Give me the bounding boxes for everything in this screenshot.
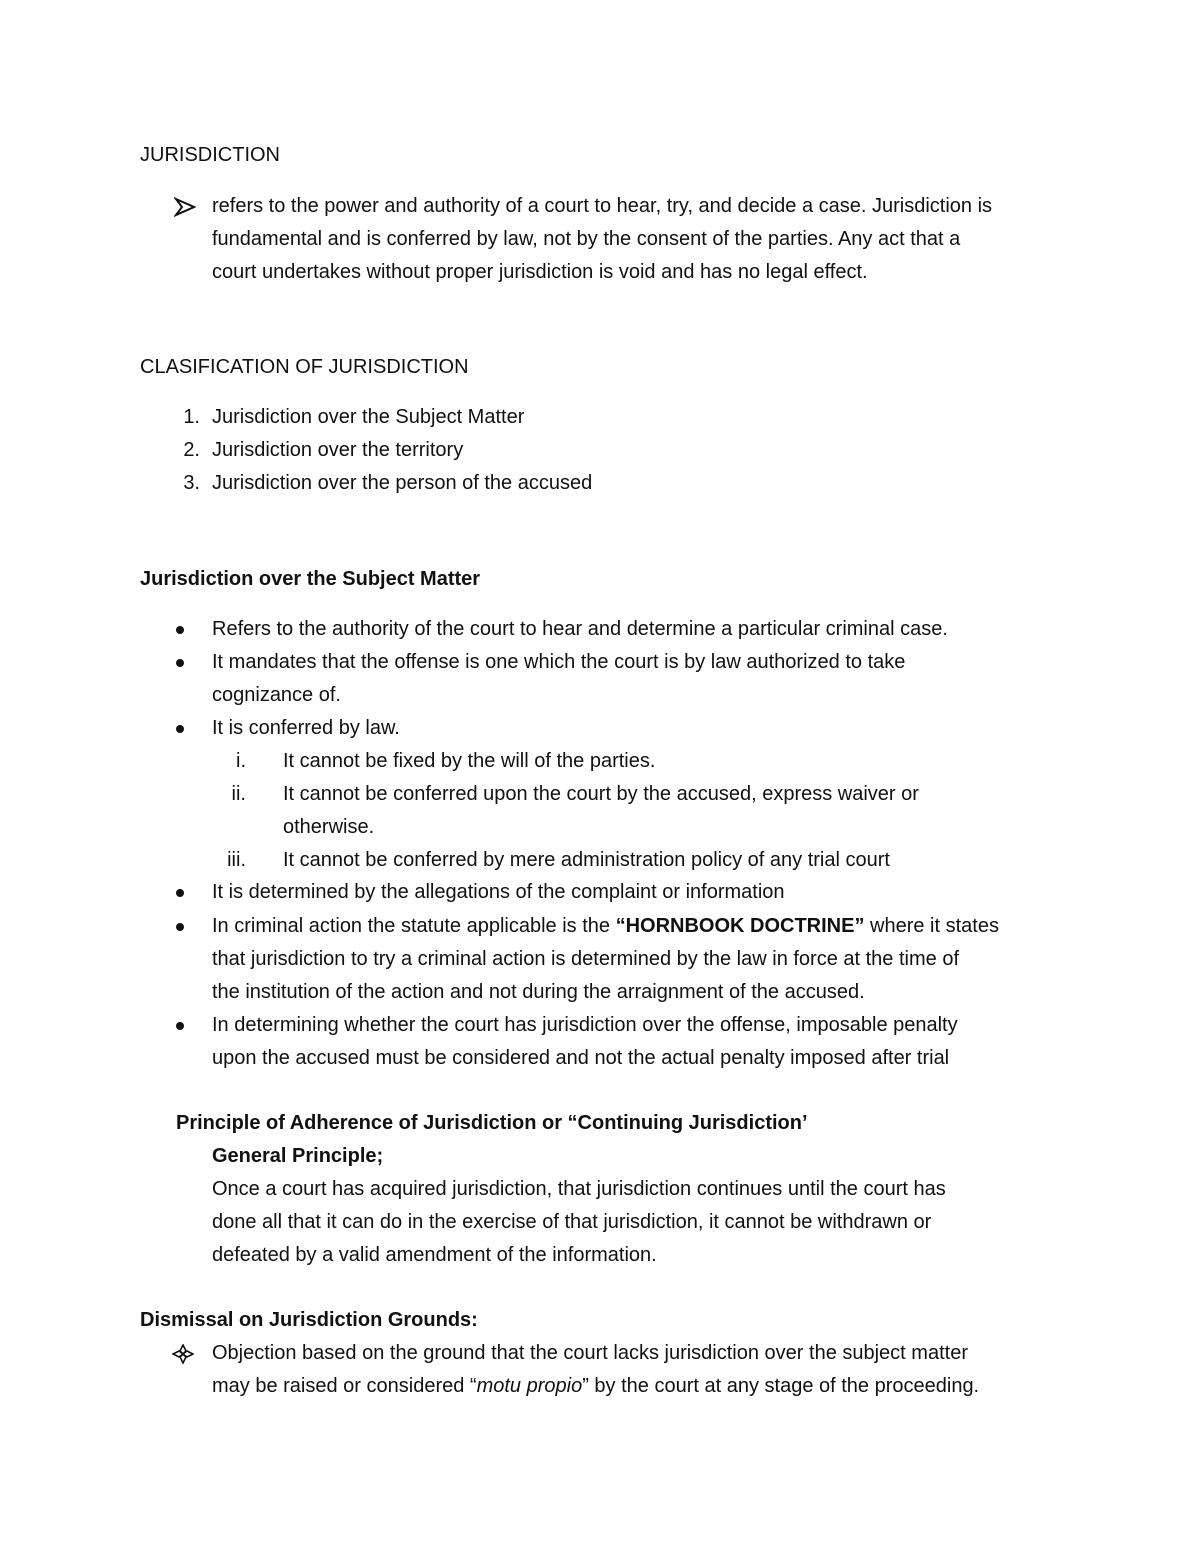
dismissal-line-1: Objection based on the ground that the court lacks jurisdiction over the subject matter: [212, 1342, 968, 1364]
motu-propio: motu propio: [476, 1375, 583, 1397]
definition-item: [0, 190, 1200, 223]
adherence-body-text: Once a court has acquired jurisdiction, that jurisdiction continues until the court has: [212, 1178, 946, 1200]
list-number: 1.: [183, 406, 200, 428]
subject-matter-heading: Jurisdiction over the Subject Matter: [140, 568, 481, 590]
general-principle-row: [212, 1140, 383, 1173]
bullet-dot-icon: [176, 626, 184, 634]
classification-heading: CLASIFICATION OF JURISDICTION: [140, 356, 469, 378]
sub-item-text: It cannot be conferred upon the court by the accused, express waiver or: [283, 783, 919, 805]
sub-item-text: otherwise.: [283, 816, 375, 838]
list-number: 3.: [183, 472, 200, 494]
bullet-text: It is determined by the allegations of the complaint or information: [212, 881, 785, 903]
bullet-dot-icon: [176, 889, 184, 897]
dismissal-item: [0, 1337, 1200, 1370]
bullet-dot-icon: [176, 1022, 184, 1030]
adherence-heading: Principle of Adherence of Jurisdiction or “Continuing Jurisdiction’: [176, 1112, 808, 1134]
hornbook-doctrine: “HORNBOOK DOCTRINE”: [615, 915, 865, 937]
definition-line-3: court undertakes without proper jurisdiction is void and has no legal effect.: [212, 261, 868, 283]
dismissal-suffix: ” by the court at any stage of the proceeding.: [582, 1375, 980, 1397]
dismissal-line-2: [212, 1370, 979, 1403]
sub-item-text: It cannot be conferred by mere administration policy of any trial court: [283, 849, 890, 871]
general-principle-heading: General Principle;: [212, 1145, 384, 1167]
bullet-text: upon the accused must be considered and not the actual penalty imposed after trial: [212, 1047, 950, 1069]
dismissal-prefix: may be raised or considered “: [212, 1375, 477, 1397]
bullet-text: [212, 910, 999, 943]
bullet-text: the institution of the action and not during the arraignment of the accused.: [212, 981, 865, 1003]
bullet-dot-icon: [176, 725, 184, 733]
bullet-text: It is conferred by law.: [212, 717, 400, 739]
list-number: 2.: [183, 439, 200, 461]
roman-number: iii.: [227, 849, 246, 871]
hornbook-suffix: where it states: [864, 915, 999, 937]
bullet-text: It mandates that the offense is one which the court is by law authorized to take: [212, 651, 906, 673]
sub-item-text: It cannot be fixed by the will of the parties.: [283, 750, 656, 772]
adherence-body-2: [212, 1206, 931, 1239]
definition-line-2: fundamental and is conferred by law, not by the consent of the parties. Any act that a: [212, 228, 961, 250]
bullet-dot-icon: [176, 659, 184, 667]
list-item-text: Jurisdiction over the Subject Matter: [212, 406, 525, 428]
list-item-text: Jurisdiction over the person of the accused: [212, 472, 593, 494]
dismissal-heading: Dismissal on Jurisdiction Grounds:: [140, 1309, 478, 1331]
definition-line-1: refers to the power and authority of a court to hear, try, and decide a case. Jurisdiction is: [212, 195, 993, 217]
list-item-text: Jurisdiction over the territory: [212, 439, 464, 461]
adherence-body-text: defeated by a valid amendment of the information.: [212, 1244, 657, 1266]
bullet-text: In determining whether the court has jurisdiction over the offense, imposable penalty: [212, 1014, 958, 1036]
adherence-body-1: [212, 1173, 946, 1206]
bullet-text: that jurisdiction to try a criminal action is determined by the law in force at the time of: [212, 948, 960, 970]
adherence-body-3: [212, 1239, 657, 1272]
arrow-bullet-icon: [174, 197, 196, 217]
bullet-text: Refers to the authority of the court to hear and determine a particular criminal case.: [212, 618, 948, 640]
bullet-dot-icon: [176, 923, 184, 931]
adherence-body-text: done all that it can do in the exercise of that jurisdiction, it cannot be withdrawn or: [212, 1211, 932, 1233]
document-title: JURISDICTION: [140, 144, 280, 166]
bullet-text: cognizance of.: [212, 684, 341, 706]
hornbook-prefix: In criminal action the statute applicable is the: [212, 915, 616, 937]
roman-number: i.: [236, 750, 246, 772]
roman-number: ii.: [231, 783, 246, 805]
diamond-bullet-icon: [172, 1344, 194, 1364]
adherence-heading-row: [176, 1107, 808, 1140]
